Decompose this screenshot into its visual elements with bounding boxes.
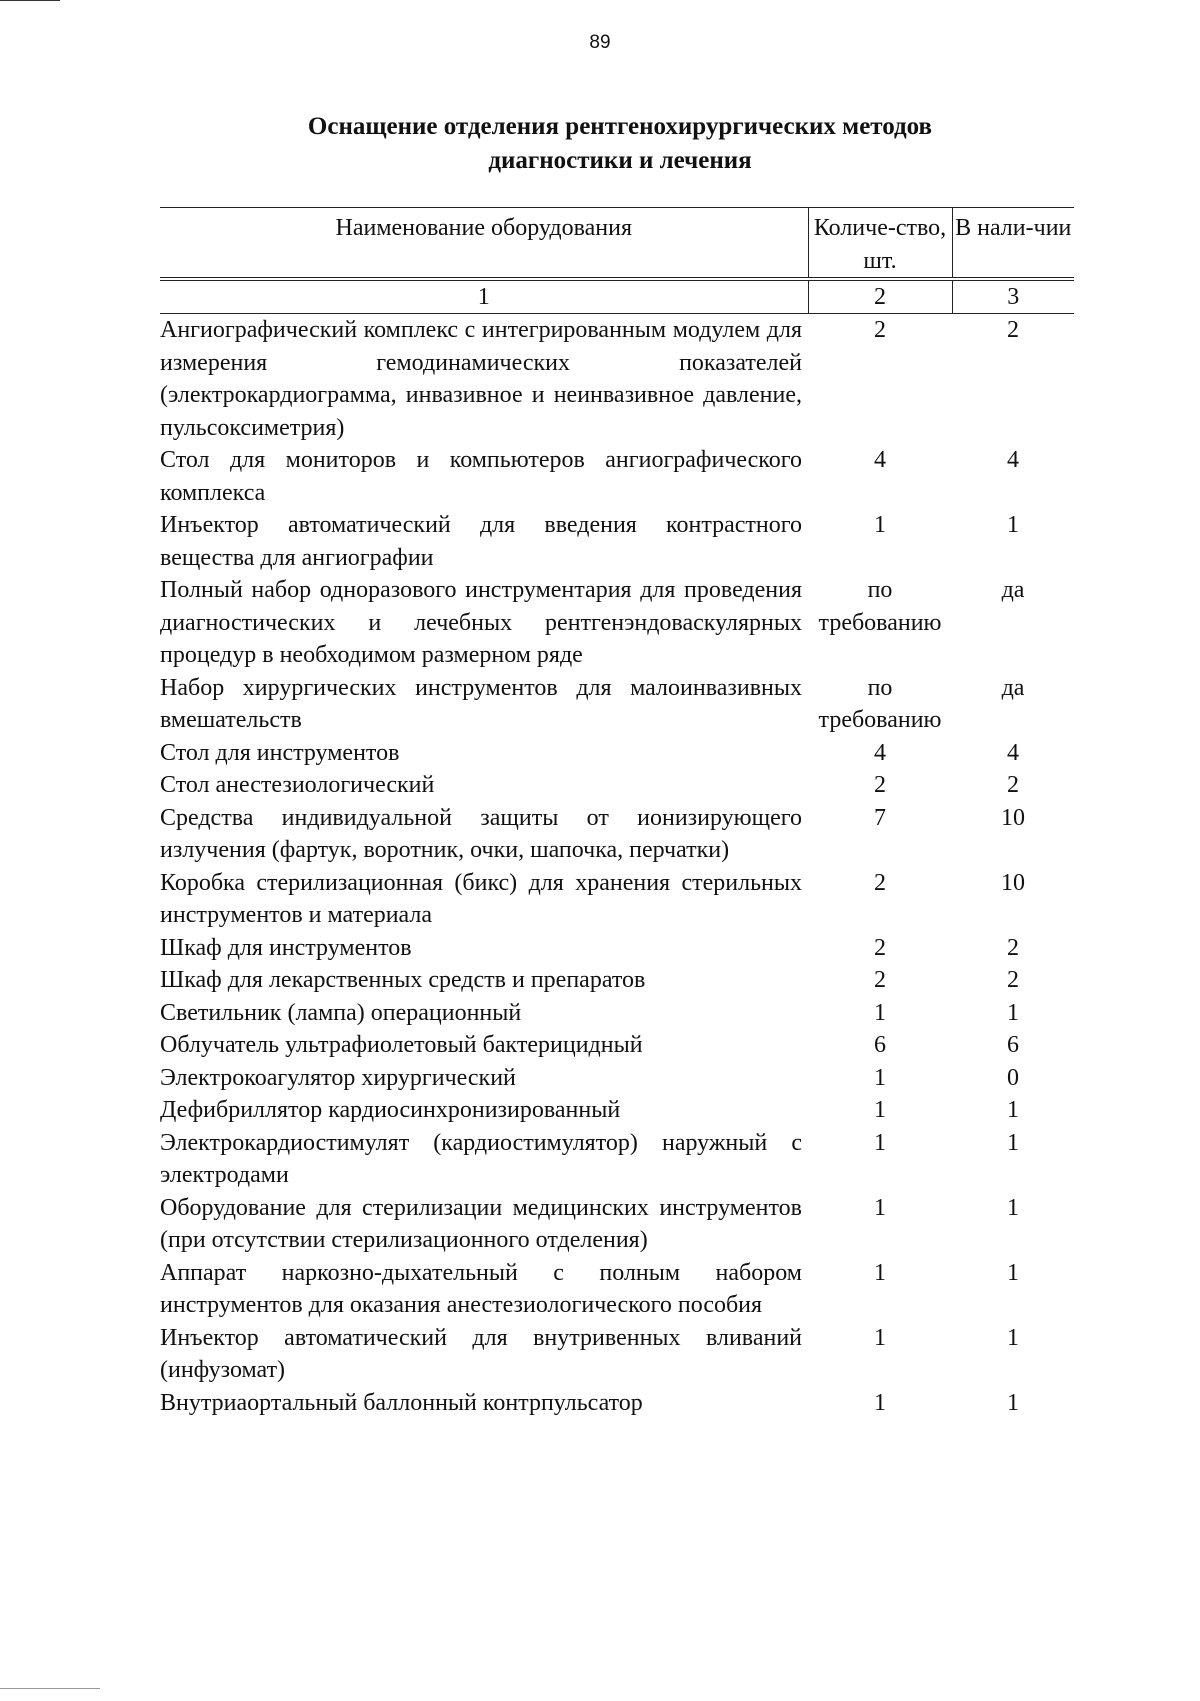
table-row bbox=[160, 1322, 1074, 1387]
availability-cell: 1 bbox=[1007, 999, 1019, 1026]
table-row bbox=[160, 574, 1074, 672]
equipment-name-cell: Светильник (лампа) операционный bbox=[160, 999, 522, 1026]
table-row bbox=[160, 769, 1074, 802]
quantity-cell: 1 bbox=[874, 1324, 886, 1351]
availability-cell: 4 bbox=[1007, 739, 1019, 766]
availability-cell: 10 bbox=[1001, 869, 1025, 896]
availability-cell: 1 bbox=[1007, 1129, 1019, 1156]
availability-cell: 2 bbox=[1007, 317, 1019, 343]
table-row bbox=[160, 802, 1074, 867]
availability-cell: 1 bbox=[1007, 512, 1019, 538]
equipment-name-cell: Электрокоагулятор хирургический bbox=[160, 1064, 516, 1091]
equipment-name-cell: Дефибриллятор кардиосинхронизированный bbox=[160, 1097, 621, 1123]
table-row bbox=[160, 509, 1074, 574]
availability-cell: 1 bbox=[1007, 1194, 1019, 1221]
scan-edge-rule bbox=[0, 0, 60, 1]
equipment-name-cell: Шкаф для лекарственных средств и препаратов bbox=[160, 967, 646, 993]
equipment-name-cell: Набор хирургических инструментов для малоинвазивных вмешательств bbox=[160, 674, 802, 733]
table-row bbox=[160, 1127, 1074, 1192]
quantity-cell: 1 bbox=[874, 1259, 886, 1286]
availability-cell: 4 bbox=[1007, 447, 1019, 473]
quantity-cell: 1 bbox=[874, 512, 886, 538]
page-title-line-2: диагностики и лечения bbox=[488, 147, 752, 174]
equipment-name-cell: Средства индивидуальной защиты от ионизирующего излучения (фартук, воротник, очки, шапочка, перчатки) bbox=[160, 804, 802, 863]
availability-cell: 1 bbox=[1007, 1259, 1019, 1286]
scan-edge-rule-bottom bbox=[0, 1688, 100, 1689]
header-availability: В нали-чии bbox=[952, 208, 1074, 280]
table-row bbox=[160, 867, 1074, 932]
availability-cell: 2 bbox=[1007, 934, 1019, 961]
quantity-cell: 1 bbox=[874, 1097, 886, 1123]
column-number-3: 3 bbox=[952, 279, 1074, 314]
table-row bbox=[160, 672, 1074, 737]
equipment-name-cell: Стол для мониторов и компьютеров ангиографического комплекса bbox=[160, 447, 802, 506]
page-title bbox=[0, 110, 1200, 178]
table-row bbox=[160, 1094, 1074, 1127]
table-row bbox=[160, 1387, 1074, 1420]
page-title-line-1: Оснащение отделения рентгенохирургических методов bbox=[307, 113, 933, 140]
quantity-cell: 1 bbox=[874, 1064, 886, 1091]
table-row bbox=[160, 737, 1074, 770]
page-number: 89 bbox=[589, 32, 611, 53]
equipment-name-cell: Внутриаортальный баллонный контрпульсатор bbox=[160, 1389, 643, 1416]
header-equipment-name: Наименование оборудования bbox=[160, 208, 808, 280]
quantity-cell: 6 bbox=[874, 1032, 886, 1058]
column-number-2: 2 bbox=[808, 279, 952, 314]
table-row bbox=[160, 1257, 1074, 1322]
quantity-cell: 4 bbox=[874, 447, 886, 473]
availability-cell: 1 bbox=[1007, 1097, 1019, 1123]
equipment-name-cell: Электрокардиостимулят (кардиостимулятор) наружный с электродами bbox=[160, 1129, 802, 1188]
header-quantity: Количе-ство, шт. bbox=[808, 208, 952, 280]
availability-cell: 1 bbox=[1007, 1324, 1019, 1351]
equipment-name-cell: Аппарат наркозно-дыхательный с полным набором инструментов для оказания анестезиологического пособия bbox=[160, 1259, 802, 1318]
table-row bbox=[160, 964, 1074, 997]
quantity-cell: 1 bbox=[874, 1129, 886, 1156]
equipment-name-cell: Стол для инструментов bbox=[160, 739, 400, 766]
table-row bbox=[160, 314, 1074, 445]
quantity-cell: 2 bbox=[874, 317, 886, 343]
availability-cell: 10 bbox=[1001, 804, 1025, 831]
availability-cell: да bbox=[1001, 674, 1025, 701]
quantity-cell: по требованию bbox=[818, 577, 942, 636]
quantity-cell: 2 bbox=[874, 934, 886, 961]
column-number-1: 1 bbox=[160, 279, 808, 314]
quantity-cell: 2 bbox=[874, 869, 886, 896]
quantity-cell: 1 bbox=[874, 1389, 886, 1416]
table-row bbox=[160, 444, 1074, 509]
availability-cell: 2 bbox=[1007, 967, 1019, 993]
quantity-cell: 2 bbox=[874, 967, 886, 993]
equipment-name-cell: Коробка стерилизационная (бикс) для хранения стерильных инструментов и материала bbox=[160, 869, 802, 928]
table-row bbox=[160, 1062, 1074, 1095]
table-row bbox=[160, 1192, 1074, 1257]
quantity-cell: 1 bbox=[874, 1194, 886, 1221]
equipment-name-cell: Облучатель ультрафиолетовый бактерицидный bbox=[160, 1032, 643, 1058]
availability-cell: 1 bbox=[1007, 1389, 1019, 1416]
quantity-cell: 2 bbox=[874, 772, 886, 798]
equipment-name-cell: Стол анестезиологический bbox=[160, 772, 435, 798]
table-row bbox=[160, 932, 1074, 965]
quantity-cell: 4 bbox=[874, 739, 886, 766]
table-row bbox=[160, 1029, 1074, 1062]
equipment-name-cell: Шкаф для инструментов bbox=[160, 934, 412, 961]
equipment-name-cell: Полный набор одноразового инструментария для проведения диагностических и лечебных рентгенэндоваскулярных процедур в необходимом размерном ряде bbox=[160, 577, 802, 668]
quantity-cell: 7 bbox=[874, 804, 886, 831]
equipment-name-cell: Инъектор автоматический для внутривенных вливаний (инфузомат) bbox=[160, 1324, 802, 1383]
equipment-name-cell: Инъектор автоматический для введения контрастного вещества для ангиографии bbox=[160, 512, 802, 571]
column-number-row bbox=[160, 279, 1074, 314]
equipment-name-cell: Оборудование для стерилизации медицинских инструментов (при отсутствии стерилизационного отделения) bbox=[160, 1194, 802, 1253]
availability-cell: 6 bbox=[1007, 1032, 1019, 1058]
table-header-row bbox=[160, 208, 1074, 280]
availability-cell: 0 bbox=[1007, 1064, 1019, 1091]
equipment-table bbox=[160, 207, 1074, 1419]
equipment-name-cell: Ангиографический комплекс с интегрированным модулем для измерения гемодинамических показателей (электрокардиограмма, инвазивное и неинвазивное давление, пульсоксиметрия) bbox=[160, 317, 802, 441]
quantity-cell: по требованию bbox=[818, 674, 942, 733]
table-row bbox=[160, 997, 1074, 1030]
quantity-cell: 1 bbox=[874, 999, 886, 1026]
availability-cell: 2 bbox=[1007, 772, 1019, 798]
availability-cell: да bbox=[1001, 577, 1025, 603]
